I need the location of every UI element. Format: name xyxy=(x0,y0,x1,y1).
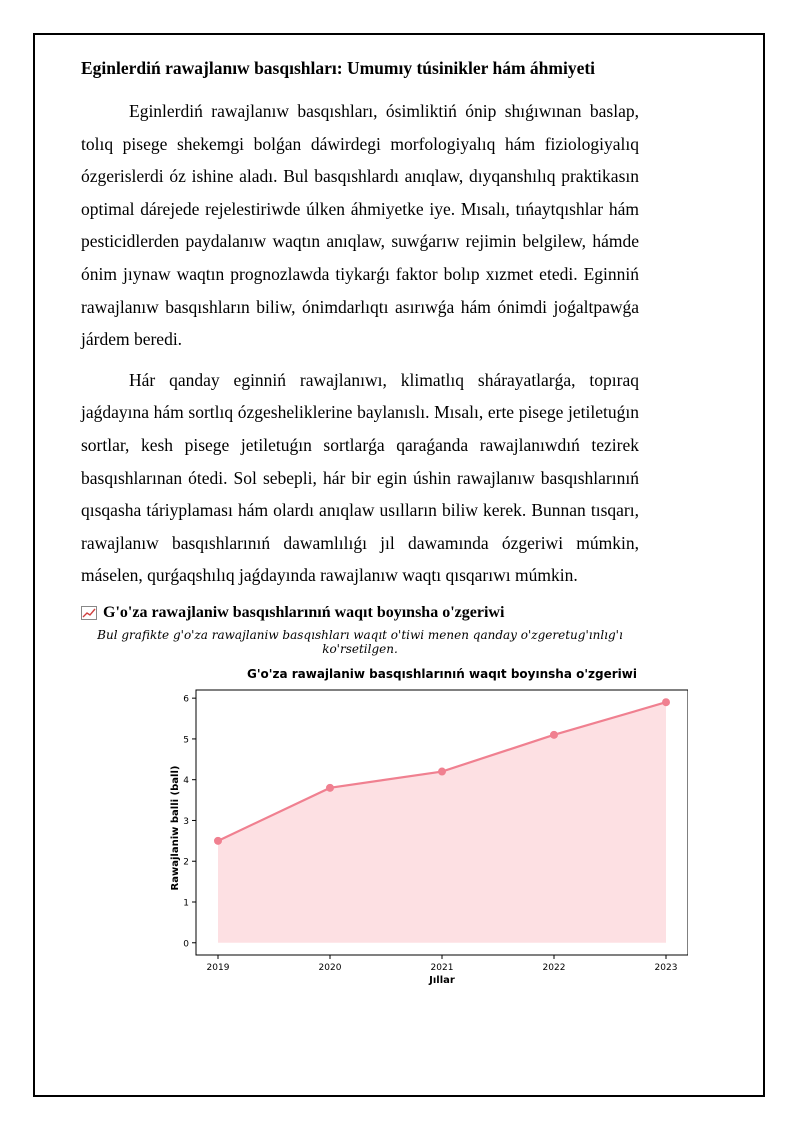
paragraph-2: Hár qanday eginniń rawajlanıwı, klimatlıq shárayatlarǵa, topıraq jaǵdayına hám sortlıq ózgesheliklerine baylanıslı. Mısalı, erte pisege jetiletuǵın sortlar, kesh pisege jetiletuǵın sortlarǵa qaraǵanda rawajlanıwdıń tezirek basqıshlarınan ótedi. Sol sebepli, hár bir egin úshin rawajlanıw basqıshlarınıń qısqasha táriyplaması hám olardı anıqlaw usılların biliw kerek. Bunnan tısqarı, rawajlanıw basqıshlarınıń dawamlılıǵı jıl dawamında ózgeriwi múmkin, máselen, qurǵaqshılıq jaǵdayında rawajlanıw waqtı qısqarıwı múmkin. xyxy=(81,369,639,586)
y-tick-label-5: 5 xyxy=(183,735,189,746)
paragraph-1: Eginlerdiń rawajlanıw basqıshları, ósimliktiń ónip shıǵıwınan baslap, tolıq pisege shekemgi bolǵan dáwirdegi morfologiyalıq hám fiziologiyalıq ózgerislerdi óz ishine aladı. Bul basqıshlardı anıqlaw, dıyqanshılıq praktikasın optimal dárejede rejelestiriwde úlken áhmiyetke iye. Mısalı, tıńaytqıshlar hám pesticidlerden paydalanıw waqtın anıqlaw, suwǵarıw rejimin belgilew, hámde ónim jıynaw waqtın prognozlawda tiykarǵı faktor bolıp xızmet etedi. Eginniń rawajlanıw basqıshların biliw, ónimdarlıqtı asırıwǵa hám ónimdi joǵaltpawǵa járdem beredi. xyxy=(81,101,639,350)
figure-title-text: G'o'za rawajlaniw basqıshlarınıń waqıt boyınsha o'zgeriwi xyxy=(103,603,505,621)
x-tick-label-2023: 2023 xyxy=(654,963,678,973)
y-tick-label-4: 4 xyxy=(183,776,189,787)
y-tick-label-2: 2 xyxy=(183,857,189,868)
data-point-2023 xyxy=(662,698,670,706)
data-point-2019 xyxy=(214,837,222,845)
y-tick-label-6: 6 xyxy=(183,694,189,705)
chart-xlabel: Jıllar xyxy=(429,975,455,986)
x-tick-label-2021: 2021 xyxy=(430,963,454,973)
section-heading: Eginlerdiń rawajlanıw basqıshları: Umumıy túsinikler hám áhmiyeti xyxy=(81,58,596,78)
figure-caption: Bul grafikte g'o'za rawajlaniw basqıshları waqıt o'tiwi menen qanday o'zgeretug'ınlıg'ı ko'rsetilgen. xyxy=(97,627,623,656)
chart-ylabel: Rawajlaniw balli (ball) xyxy=(170,765,181,891)
y-tick-label-1: 1 xyxy=(183,898,189,909)
y-tick-label-0: 0 xyxy=(183,939,189,950)
figure-title xyxy=(81,604,639,622)
chart-plot-area xyxy=(183,690,688,973)
data-point-2020 xyxy=(326,784,334,792)
chart-title: G'o'za rawajlaniw basqıshlarınıń waqıt boyınsha o'zgeriwi xyxy=(247,667,637,681)
x-tick-label-2019: 2019 xyxy=(206,963,230,973)
chart-line-icon xyxy=(81,606,97,620)
series-area xyxy=(218,702,666,943)
data-point-2022 xyxy=(550,731,558,739)
x-tick-label-2022: 2022 xyxy=(542,963,566,973)
data-point-2021 xyxy=(438,768,446,776)
document-body xyxy=(81,56,639,662)
x-tick-label-2020: 2020 xyxy=(318,963,342,973)
chart-svg xyxy=(128,660,688,990)
chart xyxy=(128,660,688,990)
y-tick-label-3: 3 xyxy=(183,816,189,827)
